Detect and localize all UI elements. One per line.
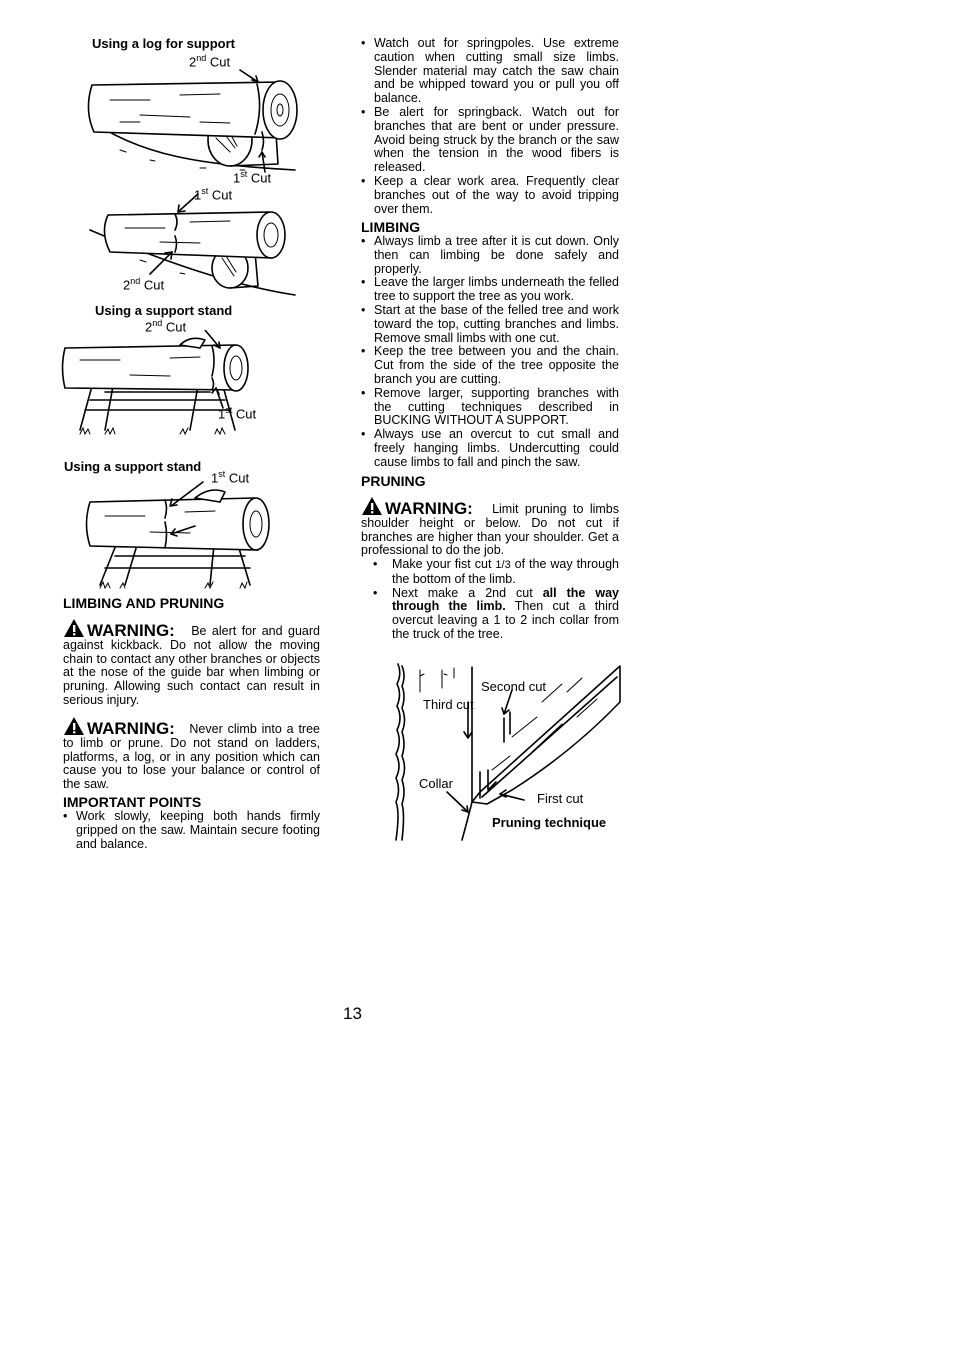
warning-label: WARNING:	[87, 621, 175, 640]
warning-triangle-icon	[361, 496, 383, 516]
support-stand-b-illustration	[85, 480, 275, 592]
important-points-heading: IMPORTANT POINTS	[63, 794, 202, 810]
limbing-list	[361, 235, 619, 470]
warning-triangle-icon	[63, 618, 85, 638]
limbing-heading: LIMBING	[361, 219, 421, 235]
figure-title-pruning: Pruning technique	[492, 815, 607, 830]
list-item: • Keep the tree between you and the chain. Cut from the side of the tree opposite the branch you are cutting.	[361, 345, 619, 386]
list-item: • Keep a clear work area. Frequently clear branches out of the way to avoid tripping over them.	[361, 175, 619, 216]
warning-kickback	[63, 618, 320, 708]
list-item: • Work slowly, keeping both hands firmly gripped on the saw. Maintain secure footing and balance.	[63, 810, 320, 851]
figure-title-stand-b: Using a support stand	[64, 459, 202, 474]
safety-list	[361, 37, 619, 216]
warning-pruning	[361, 496, 619, 558]
label-stand-a-second-cut: 2nd Cut	[145, 318, 187, 335]
label-stand-a-first-cut: 1st Cut	[218, 405, 257, 422]
label-top-second-cut: 2nd Cut	[189, 53, 231, 70]
warning-triangle-icon	[63, 716, 85, 736]
list-item: • Leave the larger limbs underneath the felled tree to support the tree as you work.	[361, 276, 619, 304]
list-item: • Start at the base of the felled tree and work toward the top, cutting branches and limbs. Remove small limbs with one cut.	[361, 304, 619, 345]
list-item: • Make your fist cut 1/3 of the way through the bottom of the limb.	[361, 558, 619, 587]
label-bottom-first-cut: 1st Cut	[194, 186, 233, 203]
figure-title-log-support: Using a log for support	[92, 36, 235, 51]
warning-pruning-text: Limit pruning to limbs shoulder height or below. Do not cut if branches are higher than your shoulder. Get a professional to do the job.	[361, 502, 620, 558]
limbing-and-pruning-heading: LIMBING AND PRUNING	[63, 595, 225, 611]
label-collar: Collar	[419, 776, 453, 791]
log-support-illustration	[80, 60, 300, 300]
list-item: • Be alert for springback. Watch out for branches that are bent or under pressure. Avoid being struck by the branch or the saw when the tension in the wood fibers is released.	[361, 106, 619, 175]
warning-climbing-text: Never climb into a tree to limb or prune. Do not stand on ladders, platforms, a log, or in any position which can cause you to lose your balance or control of the saw.	[63, 722, 320, 792]
page-number: 13	[343, 1004, 362, 1023]
label-stand-b-first-cut: 1st Cut	[211, 469, 250, 486]
list-item: • Always limb a tree after it is cut down. Only then can limbing be done safely and properly.	[361, 235, 619, 276]
warning-label: WARNING:	[385, 499, 473, 518]
pruning-list	[361, 558, 619, 642]
label-third-cut: Third cut	[423, 697, 474, 712]
list-item: • Watch out for springpoles. Use extreme caution when cutting small size limbs. Slender material may catch the saw chain and be whipped toward you or pull you off balance.	[361, 37, 619, 106]
list-item: • Next make a 2nd cut all the way through the limb. Then cut a third overcut leaving a 1 to 2 inch collar from the truck of the tree.	[361, 587, 619, 642]
support-stand-a-illustration	[60, 330, 260, 440]
warning-climbing	[63, 716, 320, 792]
label-second-cut: Second cut	[481, 679, 547, 694]
pruning-heading: PRUNING	[361, 473, 426, 489]
warning-kickback-text: Be alert for and guard against kickback. Do not allow the moving chain to contact any other branches or objects at the nose of the guide bar when limbing or pruning. Allowing such contact can result in serious injury.	[63, 624, 320, 707]
label-bottom-second-cut: 2nd Cut	[123, 276, 165, 293]
important-points-list	[63, 810, 320, 851]
figure-title-stand-a: Using a support stand	[95, 303, 233, 318]
label-top-first-cut: 1st Cut	[233, 169, 272, 186]
label-first-cut: First cut	[537, 791, 584, 806]
list-item: • Always use an overcut to cut small and freely hanging limbs. Undercutting could cause limbs to fall and pinch the saw.	[361, 428, 619, 469]
list-item: • Remove larger, supporting branches with the cutting techniques described in BUCKING WITHOUT A SUPPORT.	[361, 387, 619, 428]
warning-label: WARNING:	[87, 719, 175, 738]
